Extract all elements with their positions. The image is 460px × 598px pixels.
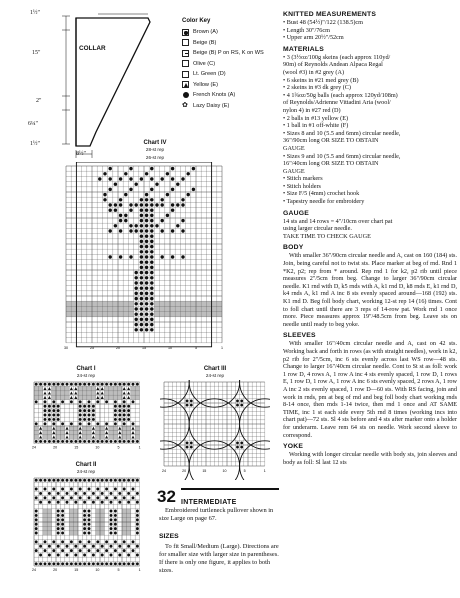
chart-1-title: Chart I (76, 366, 96, 372)
color-key-label: French Knots (A) (193, 92, 236, 99)
chart-3-tick-label: 15 (202, 469, 207, 473)
chart-3-tick-label: 1 (263, 469, 266, 473)
materials-item: of Reynolds/Adrienne Vittadini Aria (wool/ (283, 99, 391, 107)
dim-top: 1½" (30, 10, 40, 16)
chart-4-tick-label: 20 (116, 345, 120, 350)
materials-item: • 2 balls in #13 yellow (E) (283, 114, 349, 122)
chart-3-rep: 24-st rep (205, 373, 225, 378)
tree-motif-grid (66, 166, 222, 343)
materials-item: • 6 skeins in #21 med grey (B) (283, 76, 359, 84)
chart-2-tick-label: 24 (32, 568, 36, 572)
chart-3-title: Chart III (203, 366, 227, 372)
dim-height: 15" (32, 50, 41, 56)
daisy-symbol-icon: ✿ (182, 102, 188, 110)
materials-item: 90m) of Reynolds Andean Alpaca Regal (283, 61, 383, 69)
materials-item: • Stitch markers (283, 175, 323, 183)
sizes-text: To fit Small/Medium (Large). Directions are for smaller size with larger size in parentheses. If there is only one figure, it applies to both sizes. (159, 543, 279, 574)
body-heading: BODY (283, 244, 304, 252)
pattern-number: 32 (157, 487, 176, 506)
color-key-label: Olive (C) (193, 60, 216, 67)
schematic-drawing (18, 10, 168, 160)
dim-lower: 6¼" (28, 121, 38, 127)
chart-4-tick-label: 1 (221, 345, 223, 350)
chart-2-rep: 24-st rep (76, 469, 96, 474)
chart-1-tick-label: 24 (32, 445, 36, 450)
dim-bottom-left: 1½" (30, 141, 40, 147)
chart-1-tick-label: 5 (117, 445, 120, 450)
gauge-text (283, 218, 457, 241)
materials-item: GAUGE (283, 144, 305, 152)
gauge-heading: GAUGE (283, 209, 309, 217)
chart-1-tick-label: 10 (95, 445, 100, 450)
chart-2-title: Chart II (75, 462, 97, 468)
chart-2-tick-label: 15 (74, 568, 79, 572)
materials-item: • Size F/5 (4mm) crochet hook (283, 190, 360, 198)
materials-item: • Tapestry needle for embroidery (283, 198, 365, 206)
chart-4-inner-rep: 26-st rep (145, 155, 165, 160)
chart-1-rep: 24-st rep (76, 373, 96, 378)
materials-item: • Sizes 8 and 10 (5.5 and 6mm) circular needle, (283, 129, 401, 137)
chart-4-tick-label: 25 (90, 345, 94, 350)
blank-symbol-icon (182, 39, 189, 46)
dim-mid: 2" (36, 98, 42, 104)
chart-1-pattern-grid (34, 382, 140, 444)
yoke-text: Working with longer circular needle with body sts, join sleeves and body as foll: Sl last 12 sts (283, 451, 457, 466)
chart-4 (58, 140, 252, 358)
gauge-line: 14 sts and 14 rows = 4"/10cm over chart pat (283, 217, 393, 225)
chart-4-tick-label: 30 (64, 345, 68, 350)
gauge-line: using larger circular needle. (283, 225, 352, 233)
color-key-label: Yellow (E) (193, 81, 218, 88)
materials-item: • Sizes 9 and 10 (5.5 and 6mm) circular needle, (283, 152, 401, 160)
materials-list (283, 54, 457, 206)
chart-4-outer-rep: 28-st rep (145, 147, 165, 152)
chart-1-tick-label: 20 (53, 445, 58, 450)
color-key-label: Beige (B) (193, 39, 217, 46)
chart-4-title: Chart IV (143, 140, 167, 146)
body-text: With smaller 36"/90cm circular needle and A, cast on 160 (184) sts. Join, being careful not to twist sts. Place marker at beg of rnd. Rnd 1 *K2, p2; rep from * around. Rep rnd 1 for k2, p2 rib until piece measures 2"/5cm from beg. Change to larger 36"/90cm circular needle. K1 rnd with D, k5 rnds with A, k1 rnd D, k8 rnds E, k1 rnd D, k4 rnds A, k1 rnd A inc 8 sts evenly spaced around—168 (192) sts. K1 rnd D. Beg foll body chart, working 12-st rep 14 (16) times. Cont to foll chart until there are 3 reps of 14-row pat. Work rnd 1 once more. Piece measures approx 19"/48.5cm from beg. Leave sts on needle until ready to beg yoke. (283, 252, 457, 328)
chart-3-tick-label: 5 (243, 469, 246, 473)
chart-3-grid (160, 380, 270, 480)
knitted-measurements-heading: KNITTED MEASUREMENTS (283, 11, 377, 18)
chart-1 (28, 366, 144, 458)
materials-item: GAUGE (283, 167, 305, 175)
chart-2-tick-label: 5 (117, 568, 120, 572)
chart-1-grid (28, 380, 144, 458)
chart-4-tick-label: 10 (168, 345, 172, 350)
materials-item: 16"/40cm long OR SIZE TO OBTAIN (283, 160, 379, 168)
triangle-symbol-icon (182, 81, 189, 88)
materials-item: • 1 ball in #1 off-white (F) (283, 122, 349, 130)
chart-4-tick-label: 15 (142, 345, 146, 350)
chart-2-tick-label: 20 (53, 568, 58, 572)
materials-item: • 3 (3½oz/100g skeins (each approx 110yd/ (283, 53, 391, 61)
chart-2-tick-label: 1 (138, 568, 141, 572)
chart-2-grid (28, 476, 144, 580)
chart-2-tick-label: 10 (95, 568, 100, 572)
materials-item: • Stitch holders (283, 182, 321, 190)
materials-item: • 2 skeins in #3 dk grey (C) (283, 84, 351, 92)
collar-label: COLLAR (79, 45, 106, 52)
materials-item: (wool #3) in #2 grey (A) (283, 68, 345, 76)
knitted-measurement-item: • Length 30"/76cm (283, 26, 330, 34)
chart-3-tick-label: 10 (222, 469, 227, 473)
pattern-intro: Embroidered turtleneck pullover shown in size Large on page 67. (159, 507, 274, 522)
color-key-label: Lazy Daisy (E) (193, 102, 230, 109)
chart-3-tick-label: 20 (182, 469, 187, 473)
chart-3 (160, 366, 270, 480)
level-label: INTERMEDIATE (181, 499, 237, 506)
yoke-heading: YOKE (283, 443, 304, 451)
color-key-label: Brown (A) (193, 29, 218, 36)
chart-3-tick-label: 24 (162, 469, 166, 473)
level-bar (181, 488, 279, 506)
chart-1-tick-label: 1 (138, 445, 141, 450)
sleeves-heading: SLEEVES (283, 332, 316, 340)
materials-item: nylon 4) in #27 red (D) (283, 106, 341, 114)
dim-width: 8½" (76, 151, 86, 157)
knot-symbol-icon (182, 92, 189, 99)
blank-symbol-icon (182, 60, 189, 67)
chart-3-pattern-grid (164, 382, 265, 466)
chart-4-grid (58, 162, 252, 358)
blank-symbol-icon (182, 71, 189, 78)
knitted-measurement-item: • Bust 48 (54½)"/122 (138.5)cm (283, 19, 363, 26)
dot-symbol-icon (182, 29, 189, 36)
chart-2 (28, 462, 144, 580)
sleeves-text: With smaller 16"/40cm circular needle and A, cast on 42 sts. Working back and forth in rows (as with straight needles), work in k2, p2 rib for 2"/5cm, inc 6 sts evenly across last WS row—48 sts. Change to larger 16"/40cm circular needle. Cont to St st as foll: work 1 row D, 4 rows A, 1 row A inc 4 sts evenly spaced, 1 row D, 1 rows E, 1 row D, 1 row A, 1 row A inc 6 sts evenly spaced, 2 rows A, 1 row A inc 2 sts evenly spaced, 1 row D—60 sts. With RS facing, join and work in rnds, pm at beg of rnd and beg foll body chart working rnds 8-14 once, then rnds 1-14 twice, then rnd 1 once and AT SAME TIME, inc 1 st each side every 5th rnd 8 times (working incs into chart pat)—72 sts. Sl 4 sts before and 4 sts after marker onto a holder for underarm. Leave rem 64 sts on needle. Work second sleeve to correspond. (283, 340, 457, 439)
sizes-heading: SIZES (159, 533, 179, 540)
collar-schematic (18, 10, 168, 160)
gauge-line: TAKE TIME TO CHECK GAUGE (283, 232, 371, 240)
color-key-label: Beige (B) P on RS, K on WS (193, 50, 264, 57)
materials-item: 36"/90cm long OR SIZE TO OBTAIN (283, 137, 379, 145)
chart-4-tick-label: 5 (195, 345, 197, 350)
chart-1-tick-label: 15 (74, 445, 79, 450)
materials-item: • 4 1¾oz/50g balls (each approx 120yd/108m) (283, 91, 398, 99)
knitted-measurement-item: • Upper arm 20½"/52cm (283, 34, 344, 42)
knitted-measurements-list (283, 19, 457, 42)
color-key-label: Lt. Green (D) (193, 71, 226, 78)
chart-2-pattern-grid (34, 478, 140, 566)
dash-symbol-icon (182, 50, 189, 57)
materials-heading: MATERIALS (283, 45, 324, 53)
color-key-title: Color Key (182, 18, 211, 24)
instructions-column (283, 10, 457, 466)
